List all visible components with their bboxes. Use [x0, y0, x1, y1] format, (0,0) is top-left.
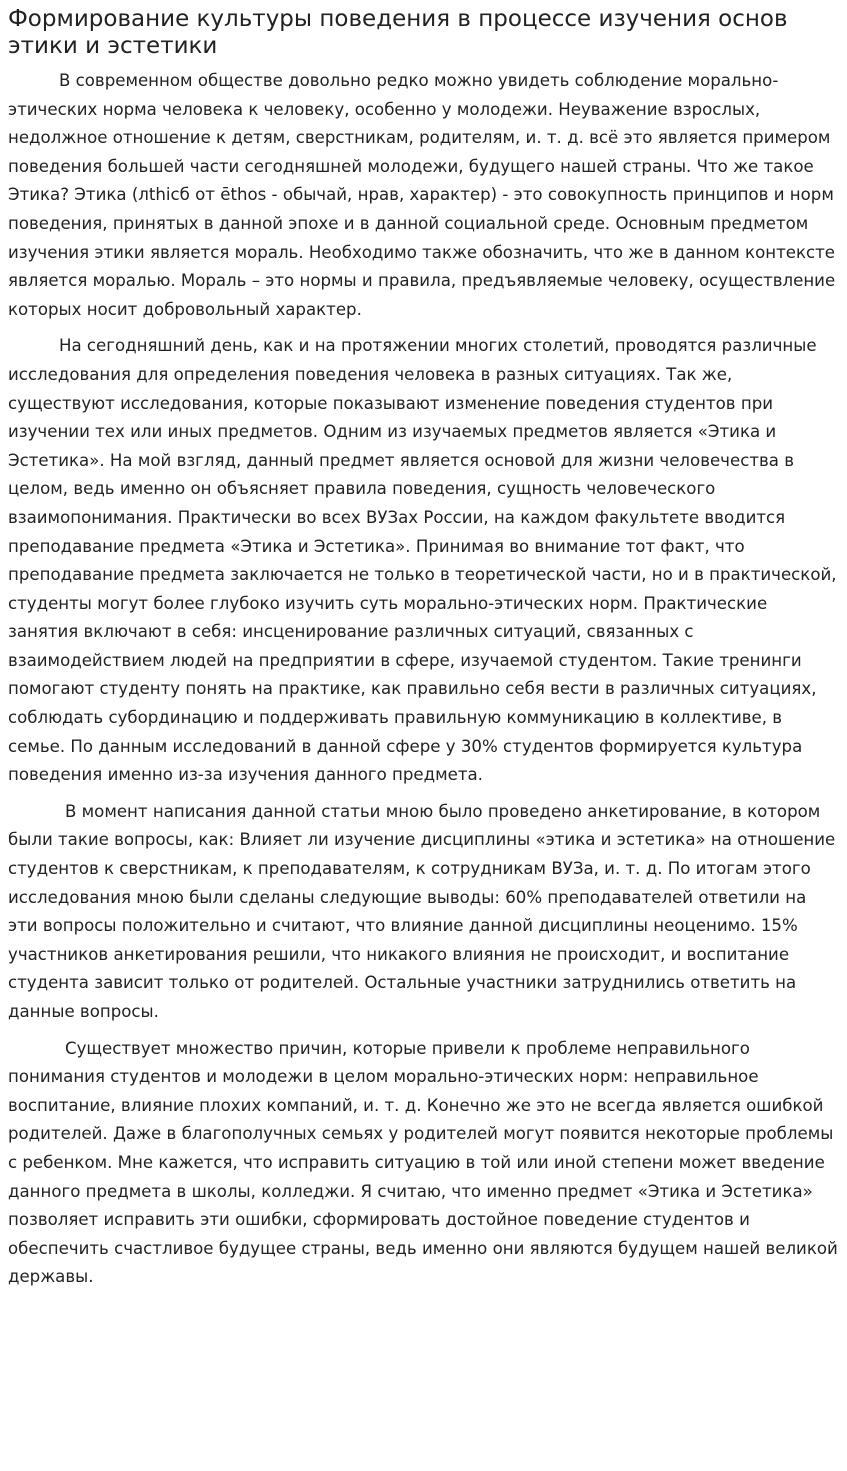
paragraph-3: В момент написания данной статьи мною было проведено анкетирование, в котором были такие вопросы, как: Влияет ли изучение дисциплины «этика и эстетика» на отношение студентов к сверстникам, к преподавателям, к сотрудникам ВУЗа, и. т. д. По итогам этого исследования мною были сделаны следующие выводы: 60% преподавателей ответили на эти вопросы положительно и считают, что влияние данной дисциплины неоценимо. 15% участников анкетирования решили, что никакого влияния не происходит, и воспитание студента зависит только от родителей. Остальные участники затруднились ответить на данные вопросы.	[8, 801, 836, 1021]
paragraph-2: На сегодняшний день, как и на протяжении многих столетий, проводятся различные исследования для определения поведения человека в разных ситуациях. Так же, существуют исследования, которые показывают изменение поведения студентов при изучении тех или иных предметов. Одним из изучаемых предметов является «Этика и Эстетика». На мой взгляд, данный предмет является основой для жизни человечества в целом, ведь именно он объясняет правила поведения, сущность человеческого взаимопонимания. Практически во всех ВУЗах России, на каждом факультете вводится преподавание предмета «Этика и Эстетика». Принимая во внимание тот факт, что преподавание предмета заключается не только в теоретической части, но и в практической, студенты могут более глубоко изучить суть морально-этических норм. Практические занятия включают в себя: инсценирование различных ситуаций, связанных с взаимодействием людей на предприятии в сфере, изучаемой студентом. Такие тренинги помогают студенту понять на практике, как правильно себя вести в различных ситуациях, соблюдать субординацию и поддерживать правильную коммуникацию в коллективе, в семье. По данным исследований в данной сфере у 30% студентов формируется культура поведения именно из-за изучения данного предмета.	[8, 336, 837, 785]
paragraph-1: В современном обществе довольно редко можно увидеть соблюдение морально-этических норма человека к человеку, особенно у молодежи. Неуважение взрослых, недолжное отношение к детям, сверстникам, родителям, и. т. д. всё это является примером поведения большей части сегодняшней молодежи, будущего нашей страны. Что же такое Этика? Этика (лthicб от ēthos - обычай, нрав, характер) - это совокупность принципов и норм поведения, принятых в данной эпохе и в данной социальной среде. Основным предметом изучения этики является мораль. Необходимо также обозначить, что же в данном контексте является моралью. Мораль – это нормы и правила, предъявляемые человеку, осуществление которых носит добровольный характер.	[8, 71, 836, 319]
article-title: Формирование культуры поведения в процессе изучения основ этики и эстетики	[8, 6, 788, 59]
paragraph-4: Существует множество причин, которые привели к проблеме неправильного понимания студентов и молодежи в целом морально-этических норм: неправильное воспитание, влияние плохих компаний, и. т. д. Конечно же это не всегда является ошибкой родителей. Даже в благополучных семьях у родителей могут появится некоторые проблемы с ребенком. Мне кажется, что исправить ситуацию в той или иной степени может введение данного предмета в школы, колледжи. Я считаю, что именно предмет «Этика и Эстетика» позволяет исправить эти ошибки, сформировать достойное поведение студентов и обеспечить счастливое будущее страны, ведь именно они являются будущем нашей великой державы.	[8, 1038, 838, 1287]
